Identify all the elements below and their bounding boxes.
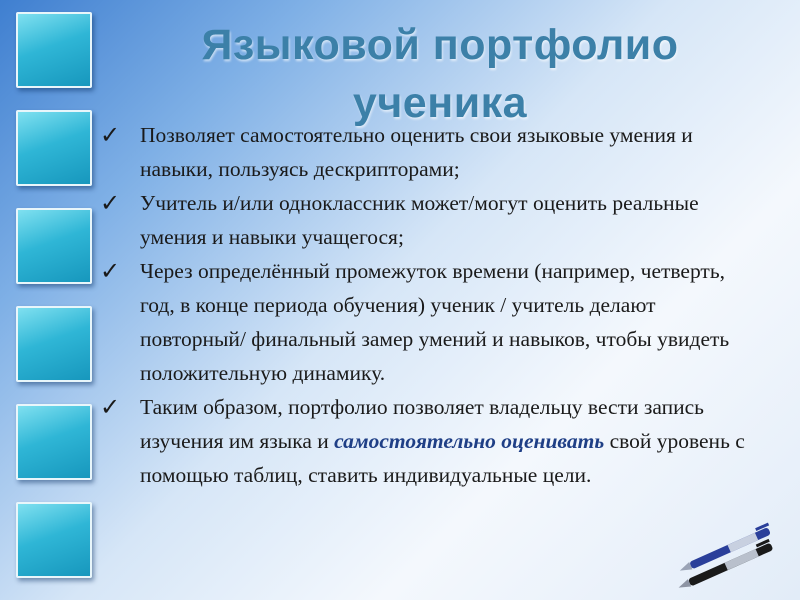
side-squares-decoration xyxy=(16,12,94,600)
bullet-item xyxy=(100,118,760,186)
title-line-2: ученика xyxy=(352,79,528,127)
bullet-text-start: Таким образом, портфолио позволяет владельцу вести запись изучения им языка и xyxy=(140,395,704,453)
pens-icon xyxy=(672,520,792,590)
bullet-text: Позволяет самостоятельно оценить свои языковые умения и навыки, пользуясь дескрипторами; xyxy=(140,123,693,181)
bullet-item xyxy=(100,254,760,390)
bullet-item xyxy=(100,390,760,492)
square-tile-icon xyxy=(16,208,92,284)
emphasized-text: самостоятельно оценивать xyxy=(334,429,605,453)
square-tile-icon xyxy=(16,110,92,186)
checkmark-icon: ✓ xyxy=(100,121,121,149)
checkmark-icon: ✓ xyxy=(100,257,121,285)
square-tile-icon xyxy=(16,404,92,480)
bullet-text: Учитель и/или одноклассник может/могут оценить реальные умения и навыки учащегося; xyxy=(140,191,699,249)
title-line-1: Языковой портфолио xyxy=(201,21,679,69)
checkmark-icon: ✓ xyxy=(100,189,121,217)
bullet-item xyxy=(100,186,760,254)
bullet-text: Через определённый промежуток времени (например, четверть, год, в конце периода обучения) ученик / учитель делают повторный/ финальный замер умений и навыков, чтобы увидеть положительную динамику. xyxy=(140,259,730,385)
bullet-list xyxy=(100,118,760,492)
bullet-text-end: свой уровень с помощью таблиц, ставить индивидуальные цели. xyxy=(140,429,745,487)
square-tile-icon xyxy=(16,502,92,578)
square-tile-icon xyxy=(16,306,92,382)
checkmark-icon: ✓ xyxy=(100,393,121,421)
square-tile-icon xyxy=(16,12,92,88)
slide-title xyxy=(100,16,780,132)
